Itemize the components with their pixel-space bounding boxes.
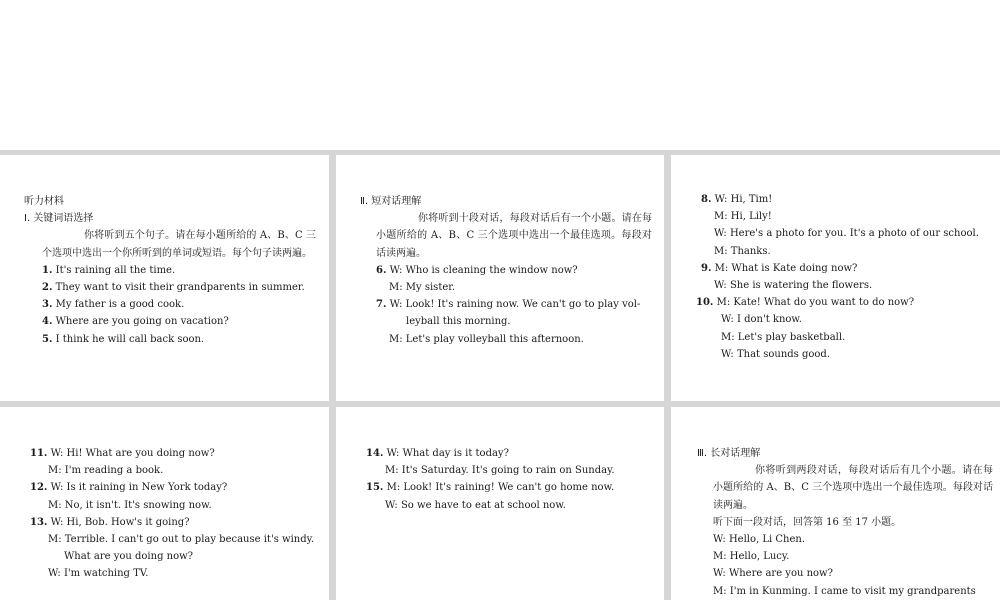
- list-item: 1. It's raining all the time.: [42, 264, 176, 276]
- dialogue-line: What are you doing now?: [64, 551, 194, 563]
- dialogue-line: 13. W: Hi, Bob. How's it going?: [30, 516, 190, 528]
- section-title: Ⅰ. 关键词语选择: [24, 213, 94, 225]
- slide-panel-6: [671, 407, 1000, 600]
- dialogue-line: 15. M: Look! It's raining! We can't go home now.: [366, 482, 615, 494]
- dialogue-line: M: Let's play basketball.: [721, 331, 846, 343]
- dialogue-line: 8. W: Hi, Tim!: [701, 194, 773, 205]
- instructions: 你将听到两段对话，每段对话后有几个小题。请在每小题所给的 A、B、C 三个选项中选出一个最佳选项。每段对话读两遍。: [713, 465, 993, 511]
- dialogue-line: W: Here's a photo for you. It's a photo of our school.: [714, 228, 979, 240]
- dialogue-line: M: It's Saturday. It's going to rain on Sunday.: [385, 465, 615, 477]
- list-item: 2. They want to visit their grandparents in summer.: [42, 282, 305, 294]
- dialogue-line: 6. W: Who is cleaning the window now?: [376, 264, 578, 276]
- list-item: 4. Where are you going on vacation?: [42, 316, 229, 328]
- dialogue-line: W: Where are you now?: [713, 568, 833, 580]
- dialogue-line: leyball this morning.: [406, 316, 511, 328]
- instructions: 你将听到十段对话，每段对话后有一个小题。请在每小题所给的 A、B、C 三个选项中选出一个最佳选项。每段对话读两遍。: [376, 213, 652, 259]
- dialogue-line: 11. W: Hi! What are you doing now?: [30, 448, 215, 459]
- dialogue-line: W: So we have to eat at school now.: [385, 499, 566, 511]
- list-item: 5. I think he will call back soon.: [42, 333, 205, 345]
- lead-text: 听下面一段对话，回答第 16 至 17 小题。: [713, 516, 902, 528]
- slide-panel-2: [336, 155, 664, 401]
- dialogue-line: W: I'm watching TV.: [48, 568, 149, 580]
- dialogue-line: 14. W: What day is it today?: [366, 448, 509, 459]
- slide-panel-1: [0, 155, 329, 401]
- dialogue-line: W: Hello, Li Chen.: [713, 534, 806, 546]
- dialogue-line: M: I'm reading a book.: [48, 465, 164, 477]
- dialogue-line: M: Let's play volleyball this afternoon.: [389, 333, 584, 345]
- dialogue-line: M: Hi, Lily!: [714, 211, 772, 223]
- dialogue-line: M: My sister.: [389, 282, 456, 294]
- dialogue-line: 7. W: Look! It's raining now. We can't go to play vol-: [376, 299, 641, 311]
- slide-panel-5: [336, 407, 664, 600]
- dialogue-line: 9. M: What is Kate doing now?: [701, 262, 858, 274]
- section-title: Ⅲ. 长对话理解: [697, 448, 761, 459]
- dialogue-line: W: She is watering the flowers.: [714, 280, 873, 292]
- list-item: 3. My father is a good cook.: [42, 299, 185, 311]
- dialogue-line: 10. M: Kate! What do you want to do now?: [696, 297, 915, 309]
- dialogue-line: M: Terrible. I can't go out to play because it's windy.: [48, 534, 315, 546]
- dialogue-line: M: Thanks.: [714, 245, 771, 257]
- dialogue-line: W: I don't know.: [721, 314, 802, 326]
- slide-panel-4: [0, 407, 329, 600]
- dialogue-line: M: Hello, Lucy.: [713, 551, 790, 563]
- instructions: 你将听到五个句子。请在每小题所给的 A、B、C 三个选项中选出一个你所听到的单词或短语。每个句子读两遍。: [42, 230, 316, 259]
- page-title: 听力材料: [24, 196, 64, 207]
- dialogue-line: W: That sounds good.: [721, 348, 830, 360]
- dialogue-line: M: No, it isn't. It's snowing now.: [48, 499, 212, 511]
- slide-panel-3: [671, 155, 1000, 401]
- dialogue-line: M: I'm in Kunming. I came to visit my grandparents: [713, 585, 976, 597]
- dialogue-line: 12. W: Is it raining in New York today?: [30, 482, 228, 494]
- section-title: Ⅱ. 短对话理解: [360, 196, 422, 207]
